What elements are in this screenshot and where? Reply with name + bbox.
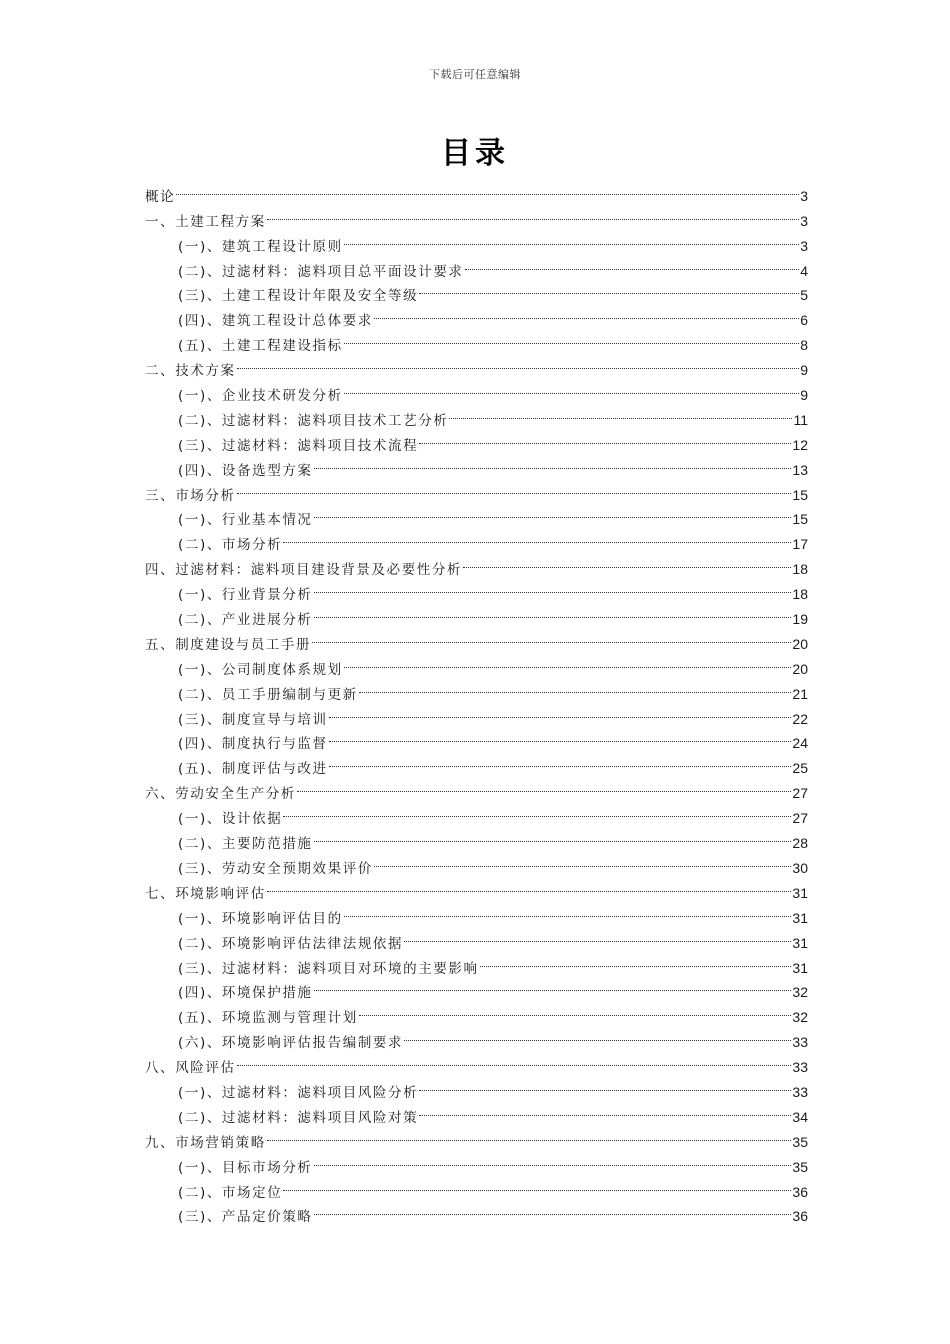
toc-entry-title: (二)、市场分析 xyxy=(178,537,283,554)
toc-page-number: 25 xyxy=(792,760,808,777)
toc-entry-title: 七、环境影响评估 xyxy=(145,885,266,902)
toc-dot-leader xyxy=(419,1097,791,1122)
toc-entry-chapter[interactable] xyxy=(145,475,808,504)
toc-page-number: 3 xyxy=(800,212,808,229)
toc-entry-title: (一)、行业基本情况 xyxy=(178,512,313,529)
toc-entry-title: (四)、制度执行与监督 xyxy=(178,736,328,753)
toc-entry-title: (二)、过滤材料：滤料项目技术工艺分析 xyxy=(178,412,449,429)
toc-dot-leader xyxy=(480,948,792,973)
toc-dot-leader xyxy=(314,823,792,848)
toc-page-number: 21 xyxy=(792,685,808,702)
toc-dot-leader xyxy=(449,400,792,425)
toc-page-number: 15 xyxy=(792,486,808,503)
toc-page-number: 31 xyxy=(792,884,808,901)
toc-dot-leader xyxy=(283,798,791,823)
toc-entry-title: (五)、制度评估与改进 xyxy=(178,761,328,778)
toc-page-number: 33 xyxy=(792,1083,808,1100)
toc-entry-title: 六、劳动安全生产分析 xyxy=(145,786,296,803)
toc-page-number: 18 xyxy=(792,586,808,603)
toc-entry-title: 八、风险评估 xyxy=(145,1060,236,1077)
page-header-note: 下载后可任意编辑 xyxy=(429,68,521,81)
toc-list xyxy=(145,176,808,1226)
toc-entry-title: (五)、土建工程建设指标 xyxy=(178,338,343,355)
toc-dot-leader xyxy=(419,1072,791,1097)
toc-page-number: 13 xyxy=(792,461,808,478)
toc-entry-title: (二)、产业进展分析 xyxy=(178,612,313,629)
toc-dot-leader xyxy=(419,425,791,450)
toc-dot-leader xyxy=(314,973,792,998)
toc-page-number: 27 xyxy=(792,810,808,827)
toc-dot-leader xyxy=(267,1122,792,1147)
toc-entry-title: 三、市场分析 xyxy=(145,487,236,504)
toc-dot-leader xyxy=(465,251,800,276)
toc-entry-title: (三)、过滤材料：滤料项目技术流程 xyxy=(178,437,419,454)
toc-dot-leader xyxy=(314,1197,792,1222)
toc-page-number: 20 xyxy=(792,635,808,652)
toc-page-number: 31 xyxy=(792,959,808,976)
toc-page-number: 35 xyxy=(792,1158,808,1175)
toc-entry-title: 五、制度建设与员工手册 xyxy=(145,636,312,653)
toc-dot-leader xyxy=(344,898,792,923)
toc-entry-title: (三)、制度宣导与培训 xyxy=(178,711,328,728)
toc-entry-title: (三)、过滤材料：滤料项目对环境的主要影响 xyxy=(178,960,479,977)
toc-page-number: 9 xyxy=(800,387,808,404)
toc-entry-title: (二)、员工手册编制与更新 xyxy=(178,686,358,703)
toc-page-number: 22 xyxy=(792,710,808,727)
toc-entry-title: (二)、市场定位 xyxy=(178,1184,283,1201)
toc-entry-chapter[interactable] xyxy=(145,176,808,205)
toc-page-number: 33 xyxy=(792,1059,808,1076)
toc-entry-title: (六)、环境影响评估报告编制要求 xyxy=(178,1035,404,1052)
toc-title: 目录 xyxy=(441,136,509,171)
toc-entry-title: (二)、过滤材料：滤料项目总平面设计要求 xyxy=(178,263,464,280)
toc-page-number: 3 xyxy=(800,237,808,254)
toc-entry-title: (二)、主要防范措施 xyxy=(178,836,313,853)
toc-entry-title: 概论 xyxy=(145,188,176,205)
toc-entry-title: (一)、环境影响评估目的 xyxy=(178,910,343,927)
toc-entry-chapter[interactable] xyxy=(145,350,808,380)
toc-dot-leader xyxy=(329,699,792,724)
toc-page-number: 35 xyxy=(792,1133,808,1150)
toc-page-number: 19 xyxy=(792,611,808,628)
toc-page-number: 8 xyxy=(800,337,808,354)
toc-dot-leader xyxy=(404,923,791,948)
toc-entry-title: (一)、企业技术研发分析 xyxy=(178,388,343,405)
toc-entry-title: (三)、劳动安全预期效果评价 xyxy=(178,860,373,877)
toc-dot-leader xyxy=(404,1022,791,1047)
toc-entry-title: (二)、过滤材料：滤料项目风险对策 xyxy=(178,1109,419,1126)
toc-entry-title: (四)、设备选型方案 xyxy=(178,462,313,479)
toc-entry-title: (一)、建筑工程设计原则 xyxy=(178,238,343,255)
toc-page-number: 6 xyxy=(800,312,808,329)
toc-dot-leader xyxy=(419,276,799,301)
toc-page-number: 31 xyxy=(792,909,808,926)
toc-dot-leader xyxy=(176,176,799,201)
toc-page-number: 11 xyxy=(793,411,808,428)
toc-entry-title: (四)、环境保护措施 xyxy=(178,985,313,1002)
toc-dot-leader xyxy=(314,574,792,599)
toc-entry-title: (一)、设计依据 xyxy=(178,811,283,828)
toc-page-number: 30 xyxy=(792,859,808,876)
toc-dot-leader xyxy=(344,325,799,350)
toc-page-number: 4 xyxy=(800,262,808,279)
toc-dot-leader xyxy=(344,649,792,674)
toc-page-number: 36 xyxy=(792,1183,808,1200)
toc-entry-section[interactable] xyxy=(145,1072,808,1101)
toc-page-number: 32 xyxy=(792,984,808,1001)
toc-page-number: 27 xyxy=(792,785,808,802)
toc-dot-leader xyxy=(314,450,792,475)
toc-dot-leader xyxy=(267,873,792,898)
toc-dot-leader xyxy=(344,375,799,400)
toc-entry-chapter[interactable] xyxy=(145,1047,808,1077)
toc-dot-leader xyxy=(283,524,791,549)
toc-entry-title: (一)、过滤材料：滤料项目风险分析 xyxy=(178,1084,419,1101)
toc-page-number: 3 xyxy=(800,187,808,204)
toc-entry-section[interactable] xyxy=(145,500,808,529)
toc-dot-leader xyxy=(463,549,791,574)
toc-entry-title: (四)、建筑工程设计总体要求 xyxy=(178,313,373,330)
toc-page-number: 36 xyxy=(792,1208,808,1225)
toc-entry-title: (三)、土建工程设计年限及安全等级 xyxy=(178,288,419,305)
toc-page-number: 17 xyxy=(792,536,808,553)
toc-entry-section[interactable] xyxy=(145,375,808,405)
toc-entry-chapter[interactable] xyxy=(145,201,808,230)
toc-page-number: 24 xyxy=(792,735,808,752)
toc-entry-title: (一)、行业背景分析 xyxy=(178,587,313,604)
toc-dot-leader xyxy=(359,674,792,699)
toc-dot-leader xyxy=(312,624,791,649)
toc-dot-leader xyxy=(314,1147,792,1172)
toc-page-number: 15 xyxy=(792,511,808,528)
toc-entry-title: 九、市场营销策略 xyxy=(145,1134,266,1151)
toc-dot-leader xyxy=(374,300,799,325)
toc-dot-leader xyxy=(374,848,791,873)
toc-page-number: 28 xyxy=(792,835,808,852)
toc-page-number: 9 xyxy=(800,362,808,379)
toc-page-number: 12 xyxy=(792,436,808,453)
toc-entry-title: (五)、环境监测与管理计划 xyxy=(178,1010,358,1027)
toc-dot-leader xyxy=(344,226,799,251)
toc-page-number: 33 xyxy=(792,1034,808,1051)
toc-dot-leader xyxy=(267,201,799,226)
toc-dot-leader xyxy=(237,350,800,375)
toc-entry-title: 二、技术方案 xyxy=(145,363,236,380)
toc-entry-title: 四、过滤材料：滤料项目建设背景及必要性分析 xyxy=(145,562,463,579)
toc-page-number: 31 xyxy=(792,934,808,951)
toc-dot-leader xyxy=(359,997,792,1022)
toc-entry-title: 一、土建工程方案 xyxy=(145,213,266,230)
toc-dot-leader xyxy=(329,724,792,749)
toc-page-number: 5 xyxy=(800,287,808,304)
toc-dot-leader xyxy=(329,748,792,773)
toc-dot-leader xyxy=(283,1172,791,1197)
toc-entry-title: (三)、产品定价策略 xyxy=(178,1209,313,1226)
toc-entry-title: (一)、公司制度体系规划 xyxy=(178,661,343,678)
toc-dot-leader xyxy=(314,599,792,624)
toc-page-number: 20 xyxy=(792,660,808,677)
toc-page-number: 18 xyxy=(792,561,808,578)
toc-dot-leader xyxy=(314,500,792,525)
toc-entry-title: (二)、环境影响评估法律法规依据 xyxy=(178,935,404,952)
toc-page-number: 34 xyxy=(792,1108,808,1125)
toc-dot-leader xyxy=(237,475,792,500)
toc-page-number: 32 xyxy=(792,1009,808,1026)
toc-entry-title: (一)、目标市场分析 xyxy=(178,1159,313,1176)
toc-dot-leader xyxy=(237,1047,792,1072)
toc-dot-leader xyxy=(297,773,791,798)
